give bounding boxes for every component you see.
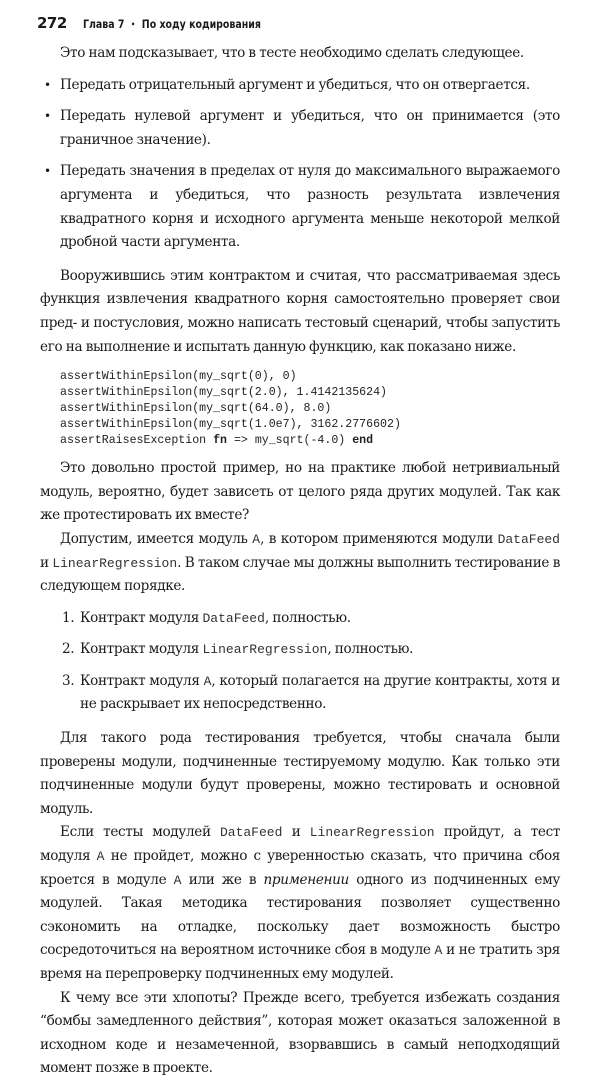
running-head [37,14,560,36]
inline-code: A [203,673,212,689]
contract-paragraph: Вооружившись этим контрактом и считая, что рассматриваемая здесь функция извлечения квадратного корня самостоятельно проверяет свои пред- и постусловия, можно написать тестовый сценарий, чтобы запустить его на выполнение и испытать данную функцию, как показано ниже. [40,267,560,355]
code-keyword: fn [213,434,227,448]
list-item: • Передать значения в пределах от нуля до максимального выражаемого аргумента и убедиться, что разность результата извлечения квадратного корня и исходного аргумента меньше некоторой мелкой дробной части аргумента. [40,160,560,254]
text: Контракт модуля [80,672,204,689]
requirements-list [40,74,560,255]
separator-icon: • [130,20,136,29]
text: не пройдет, можно с уверенностью сказать, что причина сбоя кроется в модуле [40,848,560,888]
list-item [40,607,560,631]
chapter-title [83,17,261,31]
code-text: => my_sqrt(-4.0) [226,434,353,448]
inline-code: A [173,872,182,888]
page-number: 272 [37,14,67,32]
inline-code: A [434,943,443,959]
inline-code: DataFeed [497,531,560,547]
inline-code: LinearRegression [52,555,178,571]
section-title: По ходу кодирования [141,17,261,31]
code-line: assertWithinEpsilon(my_sqrt(1.0e7), 3162.2776602) [60,418,401,432]
list-number: 2. [62,641,75,658]
text: Контракт модуля [80,641,203,658]
module-paragraph [40,528,560,599]
code-line: assertWithinEpsilon(my_sqrt(0), 0) [60,370,297,384]
code-keyword: end [352,434,374,448]
inline-code: DataFeed [202,610,265,626]
inline-code: LinearRegression [202,642,328,658]
intro-paragraph: Это нам подсказывает, что в тесте необходимо сделать следующее. [60,45,524,61]
text: Допустим, имеется модуль [60,530,253,547]
list-item [40,670,560,717]
text: и [40,554,53,571]
text: . В таком случае мы должны выполнить тестирование в следующем порядке. [40,554,561,595]
code-listing [60,369,560,449]
text: одного из подчиненных ему модулей. Такая методика тестирования позволяет существенно сэкономить на отладке, поскольку дает возможность быстро сосредоточиться на вероятном источнике сбоя в модуле [40,871,561,959]
text: Если тесты модулей [60,824,220,841]
text: и [282,824,310,841]
list-item: • Передать нулевой аргумент и убедиться, что он принимается (это граничное значение). [40,105,560,152]
inline-code: A [252,531,261,547]
code-line: assertWithinEpsilon(my_sqrt(2.0), 1.4142135624) [60,386,387,400]
emphasis: применении [263,871,349,888]
order-paragraph: Для такого рода тестирования требуется, чтобы сначала были проверены модули, подчиненные тестируемому модулю. Как только эти подчиненные модули будут проверены, можно тестировать и основной модуль. [40,730,560,817]
inline-code: A [96,849,105,865]
text: , полностью. [264,609,351,626]
list-item [40,638,560,662]
text: или же в [181,871,264,888]
failure-paragraph [40,821,560,986]
code-line [60,434,373,447]
text: Контракт модуля [80,609,203,626]
inline-code: DataFeed [219,825,283,841]
why-paragraph: К чему все эти хлопоты? Прежде всего, требуется избежать создания “бомбы замедленного действия”, которая может оказаться заложенной в исходном коде и незамеченной, взорвавшись в самый неподходящий момент позже в проекте. [40,989,560,1077]
code-line: assertWithinEpsilon(my_sqrt(64.0), 8.0) [60,402,332,416]
list-number: 1. [62,609,75,626]
text: , полностью. [327,641,414,658]
text: и не тратить зря время на перепроверку подчиненных ему модулей. [40,942,560,982]
text: , который полагается на другие контракты, хотя и не раскрывает их непосредственно. [80,672,560,713]
simple-example-paragraph: Это довольно простой пример, но на практике любой нетривиальный модуль, вероятно, будет зависеть от целого ряда других модулей. Так как же протестировать их вместе? [40,460,560,524]
code-text: assertRaisesException [60,434,214,448]
list-number: 3. [62,672,75,689]
text: , в котором применяются модули [260,530,498,547]
chapter-label: Глава 7 [82,17,125,31]
book-page [37,14,561,1081]
text: пройдут, а тест модуля [40,824,560,865]
list-item: • Передать отрицательный аргумент и убедиться, что он отвергается. [40,74,560,98]
inline-code: LinearRegression [309,825,435,841]
testing-order-list [40,607,560,717]
